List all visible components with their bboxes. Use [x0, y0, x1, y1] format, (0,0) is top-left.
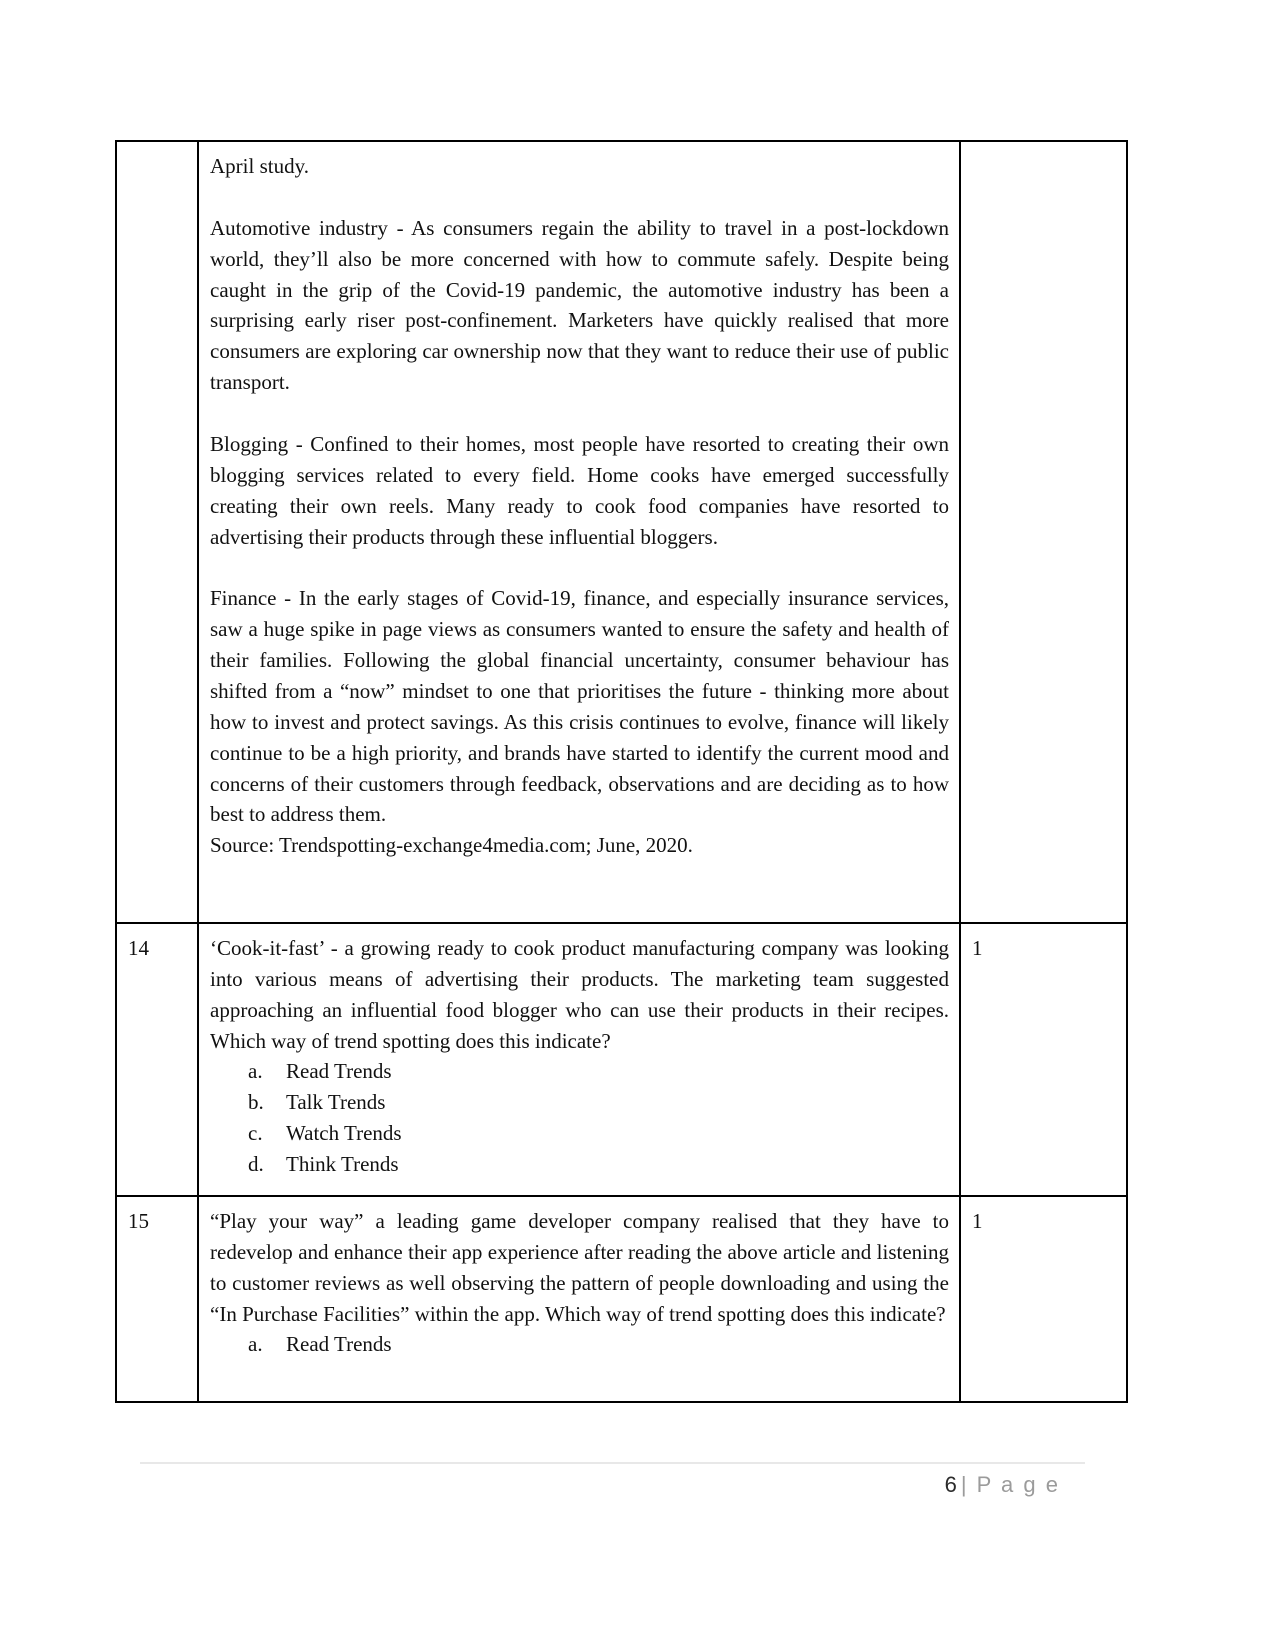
option-b [248, 1087, 949, 1118]
option-c [248, 1118, 949, 1149]
table-row [116, 1196, 1127, 1402]
question-number: 15 [128, 1209, 149, 1233]
question-number-cell [116, 141, 198, 923]
page-footer [945, 1472, 1060, 1498]
option-a [248, 1329, 949, 1360]
marks-cell [960, 923, 1127, 1196]
option-label: Read Trends [286, 1059, 392, 1084]
page-number: 6 [944, 1472, 957, 1497]
marks-cell [960, 1196, 1127, 1402]
marks-value: 1 [972, 1209, 983, 1233]
question-text-cell [198, 1196, 960, 1402]
option-letter: d. [248, 1152, 264, 1177]
option-letter: a. [248, 1059, 263, 1084]
options-list [210, 1329, 949, 1360]
table-row [116, 923, 1127, 1196]
question-number-cell [116, 923, 198, 1196]
option-label: Think Trends [286, 1152, 399, 1177]
option-letter: a. [248, 1332, 263, 1357]
question-text-cell [198, 141, 960, 923]
question-table [115, 140, 1128, 1403]
option-label: Read Trends [286, 1332, 392, 1357]
option-a [248, 1056, 949, 1087]
paragraph-finance: Finance - In the early stages of Covid-19, finance, and especially insurance services, saw a huge spike in page views as consumers wanted to ensure the safety and health of their families. Following the global financial uncertainty, consumer behaviour has shifted from a “now” mindset to one that prioritises the future - thinking more about how to invest and protect savings. As this crisis continues to evolve, finance will likely continue to be a high priority, and brands have started to identify the current mood and concerns of their customers through feedback, observations and are deciding as to how best to address them. [210, 586, 949, 827]
marks-cell [960, 141, 1127, 923]
option-label: Watch Trends [286, 1121, 402, 1146]
options-list [210, 1056, 949, 1179]
page-label: | P a g e [960, 1472, 1060, 1497]
question-text-cell [198, 923, 960, 1196]
table-row [116, 141, 1127, 923]
paragraph-april-study: April study. [210, 154, 309, 178]
paragraph-blogging: Blogging - Confined to their homes, most people have resorted to creating their own blogging services related to every field. Home cooks have emerged successfully creating their own reels. Many ready to cook food companies have resorted to advertising their products through these influential bloggers. [210, 432, 949, 549]
paragraph-automotive: Automotive industry - As consumers regain the ability to travel in a post-lockdown world, they’ll also be more concerned with how to commute safely. Despite being caught in the grip of the Covid-19 pandemic, the automotive industry has been a surprising early riser post-confinement. Marketers have quickly realised that more consumers are exploring car ownership now that they want to reduce their use of public transport. [210, 215, 949, 395]
option-letter: c. [248, 1121, 263, 1146]
question-number-cell [116, 1196, 198, 1402]
option-d [248, 1149, 949, 1180]
marks-value: 1 [972, 936, 983, 960]
question-15-text: “Play your way” a leading game developer company realised that they have to redevelop and enhance their app experience after reading the above article and listening to customer reviews as well observing the pattern of people downloading and using the “In Purchase Facilities” within the app. Which way of trend spotting does this indicate? [210, 1209, 949, 1326]
footer-divider [140, 1462, 1085, 1464]
option-label: Talk Trends [286, 1090, 386, 1115]
paragraph-source: Source: Trendspotting-exchange4media.com; June, 2020. [210, 833, 693, 858]
question-14-text: ‘Cook-it-fast’ - a growing ready to cook product manufacturing company was looking into various means of advertising their products. The marketing team suggested approaching an influential food blogger who can use their products in their recipes. Which way of trend spotting does this indicate? [210, 936, 949, 1053]
question-number: 14 [128, 936, 149, 960]
option-letter: b. [248, 1090, 264, 1115]
